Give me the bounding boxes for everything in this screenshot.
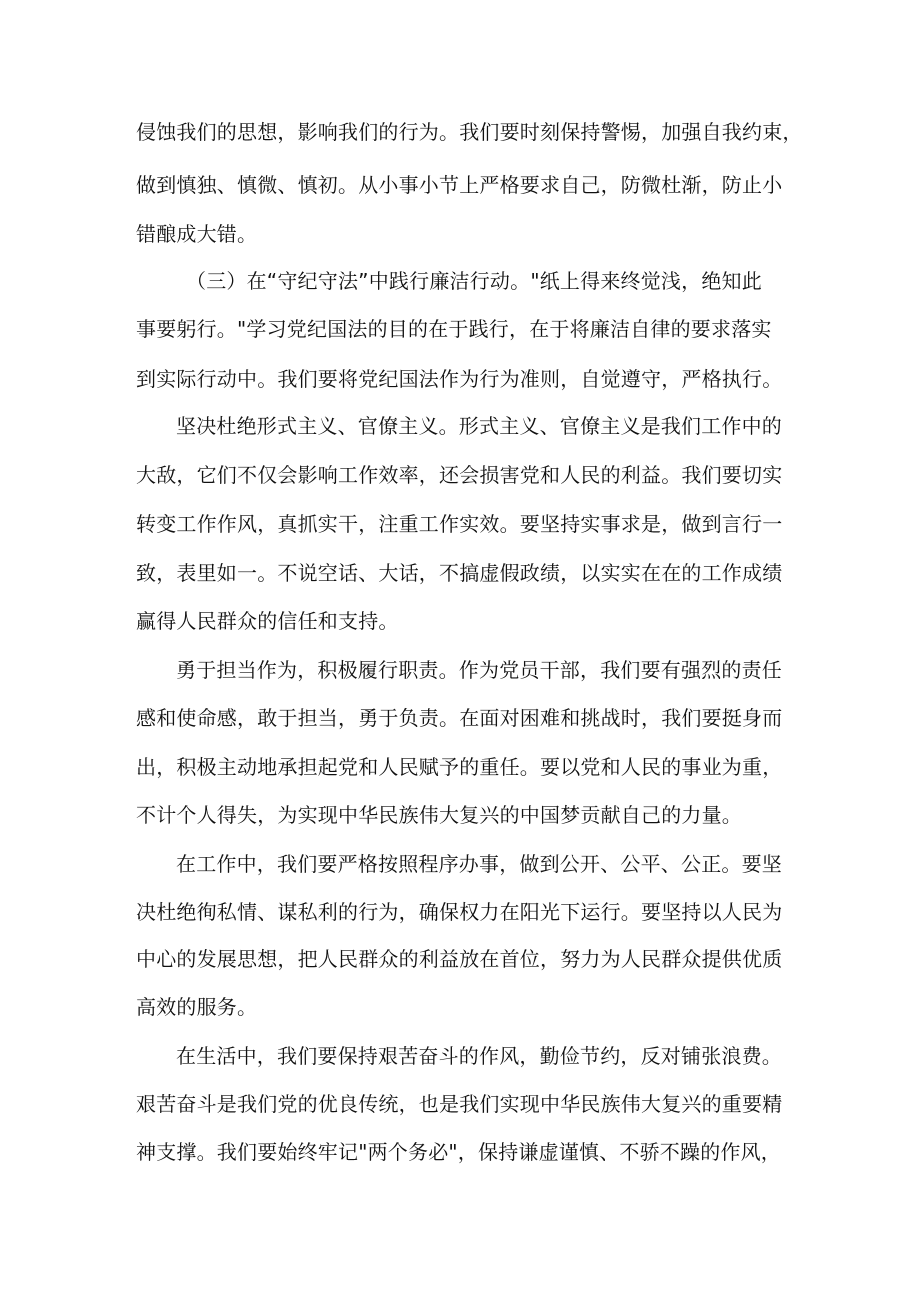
section-heading-line: （三）在“守纪守法”中践行廉洁行动。"纸上得来终觉浅，绝知此 bbox=[186, 269, 762, 293]
text-line: 错酿成大错。 bbox=[136, 222, 258, 246]
text-line: 侵蚀我们的思想，影响我们的行为。我们要时刻保持警惕，加强自我约束， bbox=[136, 120, 803, 144]
text-line: 高效的服务。 bbox=[136, 995, 258, 1019]
text-line: 做到慎独、慎微、慎初。从小事小节上严格要求自己，防微杜渐，防止小 bbox=[136, 173, 783, 197]
paragraph-start-line: 坚决杜绝形式主义、官僚主义。形式主义、官僚主义是我们工作中的 bbox=[176, 414, 782, 438]
paragraph-start-line: 勇于担当作为，积极履行职责。作为党员干部，我们要有强烈的责任 bbox=[176, 658, 782, 682]
text-line: 感和使命感，敢于担当，勇于负责。在面对困难和挑战时，我们要挺身而 bbox=[136, 706, 783, 730]
text-line: 到实际行动中。我们要将党纪国法作为行为准则，自觉遵守，严格执行。 bbox=[136, 367, 783, 391]
text-line: 致，表里如一。不说空话、大话，不搞虚假政绩，以实实在在的工作成绩 bbox=[136, 561, 783, 585]
text-line: 神支撑。我们要始终牢记"两个务必"，保持谦虚谨慎、不骄不躁的作风， bbox=[136, 1140, 781, 1164]
paragraph-start-line: 在生活中，我们要保持艰苦奋斗的作风，勤俭节约，反对铺张浪费。 bbox=[176, 1044, 782, 1068]
text-line: 出，积极主动地承担起党和人民赋予的重任。要以党和人民的事业为重， bbox=[136, 755, 783, 779]
paragraph-start-line: 在工作中，我们要严格按照程序办事，做到公开、公平、公正。要坚 bbox=[176, 852, 782, 876]
text-line: 中心的发展思想，把人民群众的利益放在首位，努力为人民群众提供优质 bbox=[136, 947, 783, 971]
text-line: 决杜绝徇私情、谋私利的行为，确保权力在阳光下运行。要坚持以人民为 bbox=[136, 900, 783, 924]
text-line: 转变工作作风，真抓实干，注重工作实效。要坚持实事求是，做到言行一 bbox=[136, 512, 783, 536]
text-line: 大敌，它们不仅会影响工作效率，还会损害党和人民的利益。我们要切实 bbox=[136, 463, 783, 487]
text-line: 艰苦奋斗是我们党的优良传统，也是我们实现中华民族伟大复兴的重要精 bbox=[136, 1092, 783, 1116]
text-line: 不计个人得失，为实现中华民族伟大复兴的中国梦贡献自己的力量。 bbox=[136, 803, 742, 827]
text-line: 赢得人民群众的信任和支持。 bbox=[136, 609, 399, 633]
text-line: 事要躬行。"学习党纪国法的目的在于践行，在于将廉洁自律的要求落实 bbox=[136, 317, 772, 341]
